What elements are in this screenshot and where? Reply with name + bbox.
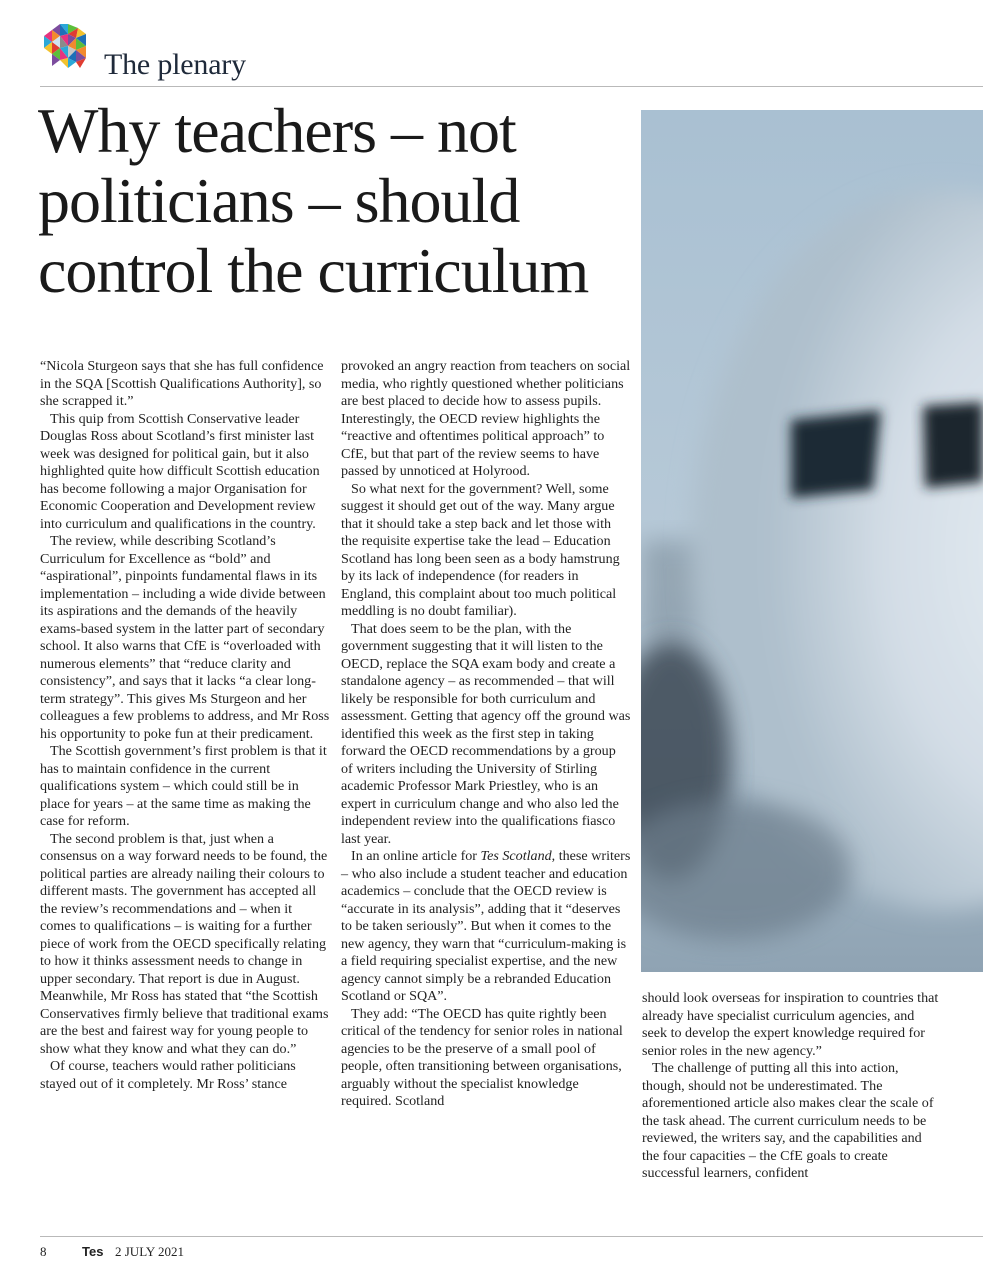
body-paragraph: That does seem to be the plan, with the government suggesting that it will listen to the OECD, replace the SQA exam body and create a standalone agency – as recommended – that will likely be responsible for both curriculum and assessment. Getting that agency off the ground was identified this week as the first step in taking forward the OECD recommendations by a group of writers including the University of Stirling academic Professor Mark Priestley, who is an expert in curriculum change and who also led the independent review into the qualifications fiasco last year. [341,620,631,847]
section-title: The plenary [104,48,246,81]
body-paragraph: The Scottish government’s first problem is that it has to maintain confidence in the current qualifications system – which could still be in place for years – at the same time as making the case for reform. [40,743,327,829]
body-paragraph: This quip from Scottish Conservative leader Douglas Ross about Scotland’s first minister last week was designed for political gain, but it also highlighted quite how difficult Scottish education has become following a major Organisation for Economic Cooperation and Development review into curriculum and qualifications in the country. [40,410,320,532]
section-header [40,22,983,86]
header-divider [40,86,983,87]
body-paragraph: Of course, teachers would rather politicians stayed out of it completely. Mr Ross’ stance [40,1058,296,1092]
body-paragraph: They add: “The OECD has quite rightly been critical of the tendency for senior roles in national agencies to be the preserve of a small pool of people, often transitioning between organisations, arguably without the specialist knowledge required. Scotland [341,1005,623,1109]
body-paragraph: So what next for the government? Well, some suggest it should get out of the way. Many argue that it should take a step back and let those with the requisite expertise take the lead – Education Scotland has long been seen as a body hamstrung by its lack of independence (for readers in England, this complaint about too much political meddling is no doubt familiar). [341,480,620,619]
body-paragraph: The second problem is that, just when a consensus on a way forward needs to be found, the political parties are already nailing their colours to different masts. The government has accepted all the review’s recommendations and – when it comes to qualifications – is waiting for a further piece of work from the OECD specifically relating to how it thinks assessment needs to change in upper secondary. That report is due in August. Meanwhile, Mr Ross has stated that “the Scottish Conservatives firmly believe that traditional exams are the best and fairest way for young people to show what they know and what they can do.” [40,830,329,1057]
paragraph-text: , these writers – who also include a student teacher and education academics – conclude that the OECD review is “accurate in its analysis”, adding that it “deserves to be taken seriously”. But when it comes to the new agency, they warn that “curriculum-making is a field requiring specialist expertise, and the new agency cannot simply be a rebranded Education Scotland or SQA”. [341,848,631,1004]
body-paragraph: “Nicola Sturgeon says that she has full confidence in the SQA [Scottish Qualifications Authority], so she scrapped it.” [40,358,324,409]
footer-divider [40,1236,983,1237]
body-paragraph: The challenge of putting all this into action, though, should not be underestimated. The aforementioned article also makes clear the scale of the task ahead. The current curriculum needs to be reviewed, the writers say, and the capabilities and the four capacities – the CfE goals to create successful learners, confident [642,1060,934,1181]
article-headline: Why teachers – not politicians – should control the curriculum [38,95,589,306]
article-photo [641,110,983,972]
geometric-mosaic-logo-icon [40,22,96,78]
article-column-1 [40,358,330,1093]
body-paragraph [341,848,631,1006]
publication-name: Tes Scotland [480,848,552,864]
body-paragraph: provoked an angry reaction from teachers on social media, who rightly questioned whether politicians are best placed to decide how to assess pupils. Interestingly, the OECD review highlights the “reactive and oftentimes political approach” to CfE, but that part of the review seems to have passed by unnoticed at Holyrood. [341,358,631,479]
paragraph-text: In an online article for [351,848,481,864]
article-column-3 [642,990,942,1183]
issue-date: 2 JULY 2021 [115,1244,184,1259]
page-number: 8 [40,1244,47,1259]
article-column-2 [341,358,631,1111]
publication-brand: Tes [82,1244,104,1259]
body-paragraph: should look overseas for inspiration to countries that already have specialist curriculum agencies, and seek to develop the expert knowledge required for senior roles in the new agency.” [642,990,939,1059]
blurred-airplane-nose-photo-icon [641,110,983,972]
body-paragraph: The review, while describing Scotland’s Curriculum for Excellence as “bold” and “aspirational”, pinpoints fundamental flaws in its implementation – including a wide divide between its aspirations and the demands of the heavily exams-based system in the latter part of secondary school. It also warns that CfE is “overloaded with numerous elements” that “reduce clarity and consistency”, and says that it lacks “a clear long-term strategy”. This gives Ms Sturgeon and her colleagues a few problems to address, and Mr Ross his opportunity to poke fun at their predicament. [40,533,330,742]
